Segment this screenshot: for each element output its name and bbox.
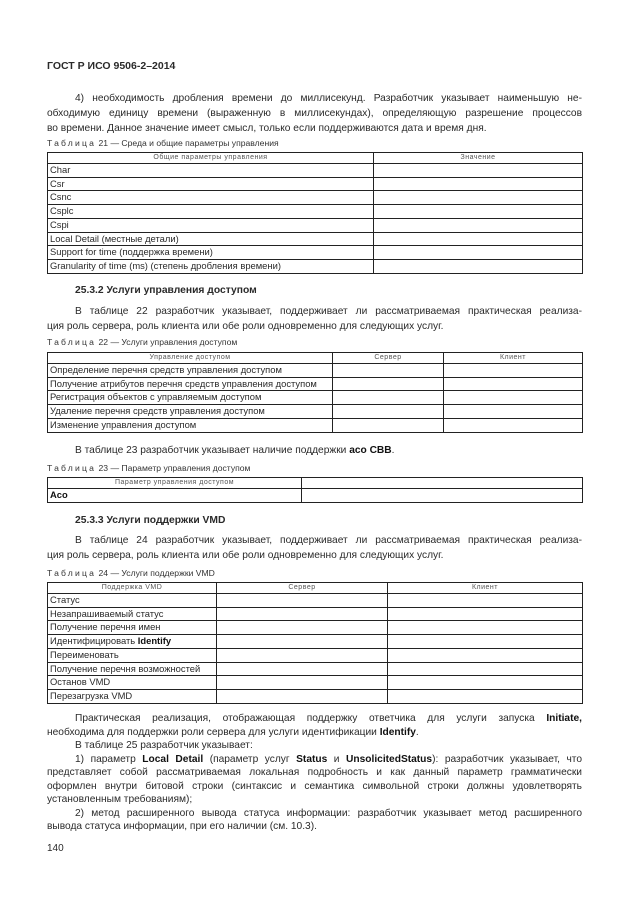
text-line <box>47 766 582 780</box>
table-cell-value <box>388 635 583 649</box>
column-header: Общие параметры управления <box>48 153 374 164</box>
text-segment: ): разработчик указывает, что <box>432 753 582 765</box>
table-row <box>48 594 583 608</box>
table-row <box>48 648 583 662</box>
caption-title: 22 — Услуги управления доступом <box>96 337 238 347</box>
table-24 <box>47 582 582 704</box>
table-cell-value <box>217 594 388 608</box>
table-cell-value <box>444 391 583 405</box>
table-header-row <box>48 583 583 594</box>
text-line <box>47 319 582 334</box>
table-cell-label: Support for time (поддержка времени) <box>48 246 374 260</box>
text-segment: Практическая реализация, отображающая поддержку ответчика для услуги запуска <box>75 713 547 724</box>
table-row <box>48 391 583 405</box>
table-21-caption <box>47 137 582 149</box>
table-23-caption <box>47 462 582 474</box>
bold-text: Identify <box>379 726 416 738</box>
table-row <box>48 218 583 232</box>
paragraph-table-24-intro <box>47 533 582 563</box>
table-cell-label: Переименовать <box>48 648 217 662</box>
text-line <box>47 820 582 834</box>
table-row <box>48 489 583 503</box>
text-line <box>47 807 582 821</box>
table-cell-label: Незапрашиваемый статус <box>48 607 217 621</box>
text-line <box>47 304 582 319</box>
table-cell-label: Granularity of time (ms) (степень дробления времени) <box>48 259 374 273</box>
text-line <box>47 91 582 106</box>
table-cell-label: Останов VMD <box>48 676 217 690</box>
column-header: Клиент <box>388 583 583 594</box>
bold-text: Identify <box>137 635 172 647</box>
section-heading-vmd-support: 25.3.3 Услуги поддержки VMD <box>75 514 226 526</box>
text-segment: необходима для поддержки роли сервера для услуги идентификации <box>47 726 380 738</box>
table-cell-value <box>217 621 388 635</box>
table-cell-value <box>388 676 583 690</box>
table-row <box>48 621 583 635</box>
text-line <box>47 726 582 740</box>
table-cell-value <box>388 689 583 703</box>
caption-title: 23 — Параметр управления доступом <box>96 463 251 473</box>
text-line <box>47 121 582 136</box>
table-header-row <box>48 153 583 164</box>
table-22 <box>47 352 582 433</box>
caption-label: Таблица <box>47 337 97 347</box>
table-row <box>48 205 583 219</box>
table-header-row <box>48 353 583 364</box>
table-cell-label: Регистрация объектов с управляемым доступом <box>48 391 333 405</box>
table-row <box>48 635 583 649</box>
table-cell-value <box>388 594 583 608</box>
table-23-grid <box>47 477 583 503</box>
table-cell-value <box>374 232 583 246</box>
text-segment: . <box>415 726 419 738</box>
table-cell-value <box>374 177 583 191</box>
table-row <box>48 662 583 676</box>
table-header-row <box>48 478 583 489</box>
bold-text: aco CBB <box>349 444 392 456</box>
table-cell-value <box>333 364 444 378</box>
text-line <box>47 793 582 807</box>
text-segment: 1) параметр <box>75 753 143 765</box>
table-23 <box>47 477 582 503</box>
column-header: Значение <box>374 153 583 164</box>
table-cell-value <box>374 164 583 178</box>
text-segment: 2) метод расширенного вывода статуса информации: разработчик указывает метод расширенного <box>75 807 582 819</box>
text-segment: представляет собой рассматриваемая локальная подробность и как данный параметр грамматически <box>47 767 582 778</box>
table-cell-label: Статус <box>48 594 217 608</box>
table-cell <box>48 489 302 503</box>
text-segment: вывода статуса информации, при его наличии (см. 10.3). <box>47 821 317 832</box>
table-row <box>48 689 583 703</box>
caption-title: 24 — Услуги поддержки VMD <box>96 568 215 578</box>
column-header <box>302 478 583 489</box>
table-22-caption <box>47 336 582 348</box>
table-cell-label: Перезагрузка VMD <box>48 689 217 703</box>
text-segment: (параметр услуг <box>203 753 297 765</box>
table-cell-value <box>374 205 583 219</box>
text-line <box>47 739 582 753</box>
table-cell-label: Удаление перечня средств управления доступом <box>48 405 333 419</box>
table-cell-value <box>444 418 583 432</box>
table-cell-label: Csnc <box>48 191 374 205</box>
caption-label: Таблица <box>47 463 97 473</box>
table-cell-value <box>374 218 583 232</box>
table-cell-value <box>302 489 583 503</box>
table-24-caption <box>47 567 582 579</box>
bold-text: Status <box>296 753 328 765</box>
section-heading-access-control: 25.3.2 Услуги управления доступом <box>75 285 257 296</box>
text-segment: 4) необходимость дробления времени до миллисекунд. Разработчик указывает наименьшую не- <box>75 92 582 104</box>
text-segment: В таблице 22 разработчик указывает, поддерживает ли рассматриваемая практическая реализа- <box>75 305 582 317</box>
table-row <box>48 676 583 690</box>
text-segment: и <box>327 753 347 765</box>
column-header: Клиент <box>444 353 583 364</box>
table-row <box>48 246 583 260</box>
paragraph-table-22-intro <box>47 304 582 334</box>
caption-label: Таблица <box>47 568 97 578</box>
table-cell-value <box>444 405 583 419</box>
table-row <box>48 607 583 621</box>
table-cell-value <box>217 607 388 621</box>
column-header: Параметр управления доступом <box>48 478 302 489</box>
table-cell <box>48 635 217 649</box>
table-cell-value <box>388 607 583 621</box>
table-cell-label: Csplc <box>48 205 374 219</box>
text-line <box>47 548 582 563</box>
table-cell-label: Local Detail (местные детали) <box>48 232 374 246</box>
table-cell-label: Определение перечня средств управления доступом <box>48 364 333 378</box>
text-segment: оформлен внутри битовой строки (синтаксис и семантика символьной строки должны удовлетворять <box>47 780 582 792</box>
table-row <box>48 177 583 191</box>
text-line <box>47 106 582 121</box>
caption-title: 21 — Среда и общие параметры управления <box>96 138 279 148</box>
text-segment: во времени. Данное значение имеет смысл, только если поддерживаются дата и время дня. <box>47 122 487 134</box>
paragraph-table-23-intro <box>47 443 582 458</box>
bold-text: Aco <box>50 489 68 500</box>
table-24-grid <box>47 582 583 704</box>
text-segment: В таблице 23 разработчик указывает наличие поддержки <box>75 444 350 456</box>
table-cell-label: Изменение управления доступом <box>48 418 333 432</box>
table-21-grid <box>47 152 583 274</box>
table-cell-value <box>374 246 583 260</box>
table-row <box>48 405 583 419</box>
column-header: Управление доступом <box>48 353 333 364</box>
text-segment: Идентифицировать <box>50 635 138 647</box>
table-cell-value <box>217 648 388 662</box>
text-segment: В таблице 24 разработчик указывает, поддерживает ли рассматриваемая практическая реализа- <box>75 534 582 546</box>
table-cell-value <box>388 648 583 662</box>
table-cell-label: Char <box>48 164 374 178</box>
text-line <box>47 780 582 794</box>
table-row <box>48 418 583 432</box>
table-row <box>48 377 583 391</box>
table-cell-value <box>444 377 583 391</box>
column-header: Сервер <box>217 583 388 594</box>
column-header: Поддержка VMD <box>48 583 217 594</box>
table-row <box>48 164 583 178</box>
text-segment: установленным требованиям); <box>47 794 193 805</box>
table-cell-value <box>333 418 444 432</box>
page-number: 140 <box>47 843 64 854</box>
table-cell-label: Csr <box>48 177 374 191</box>
document-header: ГОСТ Р ИСО 9506-2–2014 <box>47 60 176 72</box>
text-segment: обходимую единицу времени (выраженную в миллисекундах), определяющую разрешение процессов <box>47 107 582 119</box>
table-row <box>48 259 583 273</box>
table-row <box>48 232 583 246</box>
table-cell-value <box>217 635 388 649</box>
text-segment: . <box>391 444 395 456</box>
text-line <box>47 712 582 726</box>
table-cell-value <box>374 191 583 205</box>
table-cell-label: Получение атрибутов перечня средств управления доступом <box>48 377 333 391</box>
table-cell-value <box>388 621 583 635</box>
table-cell-value <box>217 676 388 690</box>
table-cell-value <box>388 662 583 676</box>
text-line <box>47 753 582 767</box>
table-cell-label: Получение перечня имен <box>48 621 217 635</box>
table-cell-value <box>217 662 388 676</box>
bold-text: Initiate, <box>546 713 582 724</box>
text-line <box>47 533 582 548</box>
table-21 <box>47 152 582 274</box>
caption-label: Таблица <box>47 138 97 148</box>
table-cell-value <box>217 689 388 703</box>
table-cell-value <box>333 377 444 391</box>
paragraph-time-granularity <box>47 91 582 136</box>
table-cell-value <box>333 391 444 405</box>
table-row <box>48 191 583 205</box>
bold-text: UnsolicitedStatus <box>346 753 433 765</box>
text-line <box>47 443 582 458</box>
text-segment: В таблице 25 разработчик указывает: <box>75 740 253 751</box>
table-cell-label: Cspi <box>48 218 374 232</box>
table-cell-value <box>374 259 583 273</box>
table-cell-value <box>444 364 583 378</box>
table-cell-value <box>333 405 444 419</box>
text-segment: ция роль сервера, роль клиента или обе роли одновременно для следующих услуг. <box>47 549 444 561</box>
column-header: Сервер <box>333 353 444 364</box>
text-segment: ция роль сервера, роль клиента или обе роли одновременно для следующих услуг. <box>47 320 444 332</box>
table-row <box>48 364 583 378</box>
table-cell-label: Получение перечня возможностей <box>48 662 217 676</box>
table-22-grid <box>47 352 583 433</box>
paragraph-table-25-intro <box>47 712 582 834</box>
bold-text: Local Detail <box>142 753 204 765</box>
